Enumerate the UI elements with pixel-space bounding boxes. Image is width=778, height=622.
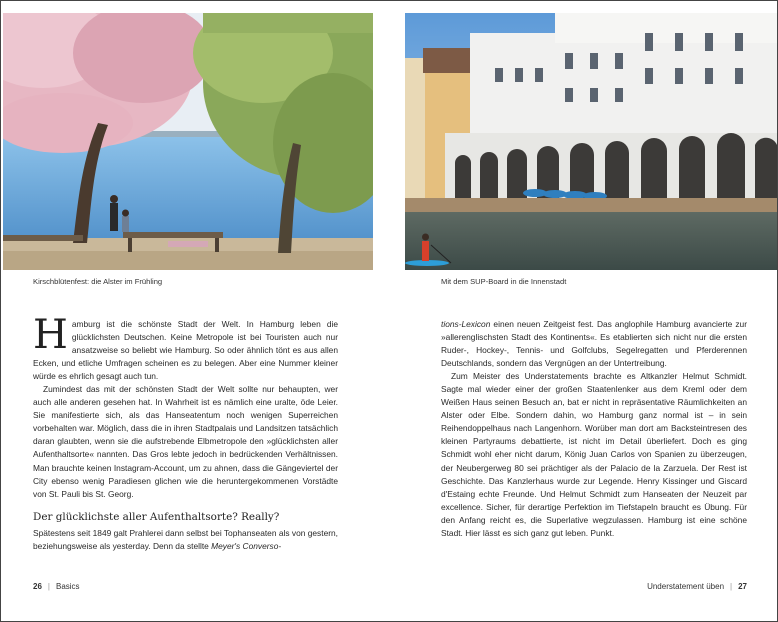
paragraph-text: Spätestens seit 1849 galt Prahlerei dann selbst bei Tophanseaten als von gestern, beziehungsweise als yesterday. Denn da stellte bbox=[33, 527, 338, 551]
body-text-left bbox=[33, 312, 338, 553]
section-label: Understatement üben bbox=[647, 582, 725, 591]
italic-title: tions-Lexicon bbox=[441, 319, 491, 329]
paragraph-text: amburg ist die schönste Stadt der Welt. In Hamburg leben die glücklichsten Deutschen. Keine Metropole ist bei Touristen auch nur ansatzweise so beliebt wie Hamburg. So oder ähnlich tönt es aus allen Ecken, und etliche Umfragen scheinen es zu belegen. Aber eine Nummer kleiner würde es ehrlich gesagt auch tun. bbox=[33, 319, 338, 382]
folio-right bbox=[647, 582, 747, 591]
photo-caption: Mit dem SUP-Board in die Innenstadt bbox=[441, 277, 567, 286]
paragraph bbox=[441, 318, 747, 370]
drop-cap: H bbox=[33, 312, 68, 358]
alster-photo-illustration bbox=[3, 13, 373, 270]
paragraph: Zumindest das mit der schönsten Stadt der Welt sollte nur behaupten, wer auch alle anderen gesehen hat. In Wahrheit ist es nämlich eine uralte, öde Leier. Sie manifestierte sich, als das Hanseatentum noch wenigen Superreichen vorbehalten war. Möglich, dass die in ihren Stadtpalais und Landsitzen tatsächlich daran glaubten, wenn sie die aufstrebende Elbmetropole den »glücklichsten aller Aufenthaltsorte« nannten. Das Gros lebte jedoch in bedrückenden Verhältnissen. Man brauchte keinen Instagram-Account, um zu ahnen, dass die Gängeviertel der City ebenso wenig Paradiesen glichen wie die heruntergekommenen Vorstädte von St. Pauli bis St. Georg. bbox=[33, 384, 338, 499]
italic-title: Meyer's Converso- bbox=[211, 540, 282, 551]
left-page bbox=[1, 1, 389, 621]
photo-alsterarkaden-sup bbox=[405, 13, 777, 270]
page-number: 26 bbox=[33, 582, 42, 591]
folio-separator: | bbox=[730, 582, 733, 591]
photo-caption: Kirschblütenfest: die Alster im Frühling bbox=[33, 277, 163, 286]
section-heading: Der glücklichste aller Aufenthaltsorte? Really? bbox=[33, 510, 280, 523]
section-label: Basics bbox=[55, 582, 80, 591]
paragraph bbox=[33, 527, 338, 553]
page-number: 27 bbox=[738, 582, 747, 591]
paragraph: Zum Meister des Understatements brachte es Altkanzler Helmut Schmidt. Sagte mal wieder einer der großen Staatenlenker aus dem Kreml oder dem Weißen Haus seinen Besuch an, bat er nicht in repräsentative Räumlichkeiten an Alster oder Elbe. Sondern dahin, wo Hamburg ganz normal ist – in sein Reihendoppelhaus nach Langenhorn. Worüber man dort am Backsteintresen des kleinen Partyraums debattierte, ist nicht im Detail überliefert. Doch es ging Schmidt wohl eher nicht darum, König Juan Carlos von Spanien zu überzeugen, der Neubergerweg 80 sei prächtiger als der Palacio de la Zarzuela. Der Rest ist Geschichte. Das Kanzlerhaus wurde zur Legende. Henry Kissinger und Giscard d'Estaing echte Freunde. Und Helmut Schmidt zum Hanseaten der Neuzeit par excellence. Sicher, für derartige Perfektion im Tiefstapeln braucht es Übung. Für den Anfang reicht es, die Superlative wegzulassen. Hamburg ist eine schöne Stadt. Hier lässt es sich ganz gut leben. Punkt. bbox=[441, 371, 747, 538]
folio-left bbox=[33, 582, 80, 591]
body-text-right bbox=[441, 318, 747, 540]
paragraph bbox=[33, 312, 338, 383]
folio-separator: | bbox=[47, 582, 50, 591]
paragraph-text: einen neuen Zeitgeist fest. Das anglophile Hamburg avancierte zur »allerenglischsten Stadt des Kontinents«. Es etablierten sich nicht nur die ersten Ruder-, Hockey-, Tennis- und Golfclubs, Segelregatten und Pferderennen Deutschlands, sondern das Vergnügen an der Untertreibung. bbox=[441, 319, 747, 369]
arcade-photo-illustration bbox=[405, 13, 777, 270]
photo-alster-cherry-blossom bbox=[3, 13, 373, 270]
right-page bbox=[389, 1, 777, 621]
